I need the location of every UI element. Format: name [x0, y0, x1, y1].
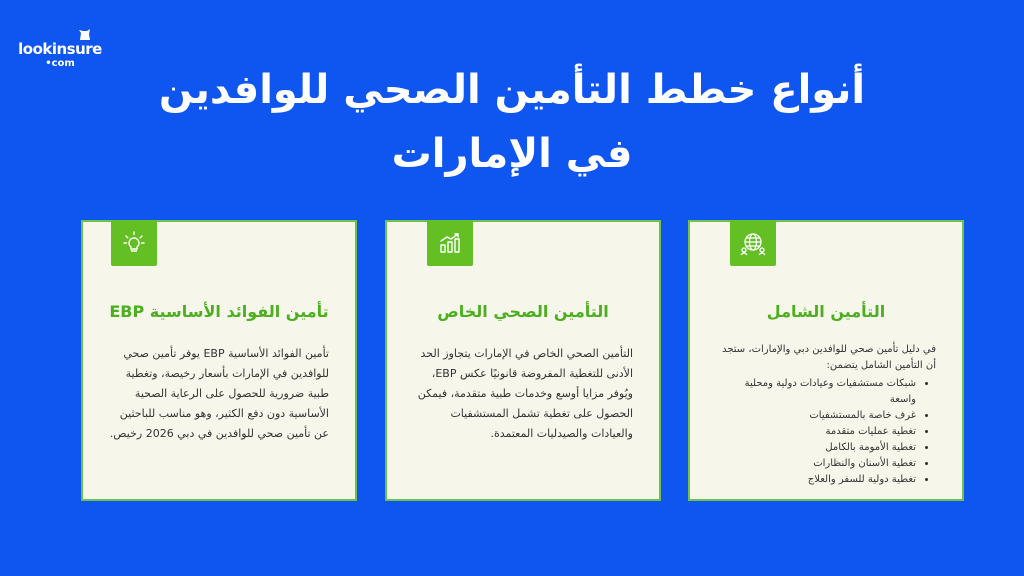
list-item: • غرف خاصة بالمستشفيات	[716, 408, 916, 424]
card-title: التأمين الصحي الخاص	[437, 302, 609, 321]
page-title: أنواع خطط التأمين الصحي للوافدين في الإمارات	[158, 67, 866, 177]
brand-domain: •com	[45, 58, 75, 69]
list-item: • شبكات مستشفيات وعيادات دولية ومحلية واسعة	[716, 376, 916, 408]
lightbulb-icon	[111, 220, 157, 266]
card-body	[716, 342, 936, 488]
global-network-icon	[730, 220, 776, 266]
feature-list	[716, 376, 936, 488]
list-item: • تغطية دولية للسفر والعلاج	[716, 472, 916, 488]
brand-name: lookinsure	[18, 40, 102, 58]
card-intro: في دليل تأمين صحي للوافدين دبي والإمارات، ستجد أن التأمين الشامل يتضمن:	[722, 344, 936, 371]
dog-icon	[78, 28, 92, 42]
card-body: تأمين الفوائد الأساسية EBP يوفر تأمين صحي للوافدين في الإمارات بأسعار رخيصة، وتغطية طبية ضرورية للحصول على الرعاية الصحية الأساسية دون دفع الكثير، وهو مناسب للباحثين عن تأمين صحي للوافدين في دبي 2026 رخيص.	[109, 347, 329, 440]
card-comprehensive	[688, 220, 964, 501]
growth-chart-icon	[427, 220, 473, 266]
brand-logo[interactable]	[18, 40, 102, 80]
list-item: • تغطية الأسنان والنظارات	[716, 456, 916, 472]
card-title: التأمين الشامل	[766, 302, 886, 321]
card-ebp	[81, 220, 357, 501]
list-item: • تغطية الأمومة بالكامل	[716, 440, 916, 456]
card-private	[385, 220, 661, 501]
card-title: تأمين الفوائد الأساسية EBP	[109, 302, 329, 321]
card-body: التأمين الصحي الخاص في الإمارات يتجاوز الحد الأدنى للتغطية المفروضة قانونيًا عكس EBP، ويُوفر مزايا أوسع وخدمات طبية متقدمة، فيمكن الحصول على تغطية تشمل المستشفيات والعيادات والصيدليات المعتمدة.	[417, 347, 633, 440]
list-item: • تغطية عمليات متقدمة	[716, 424, 916, 440]
